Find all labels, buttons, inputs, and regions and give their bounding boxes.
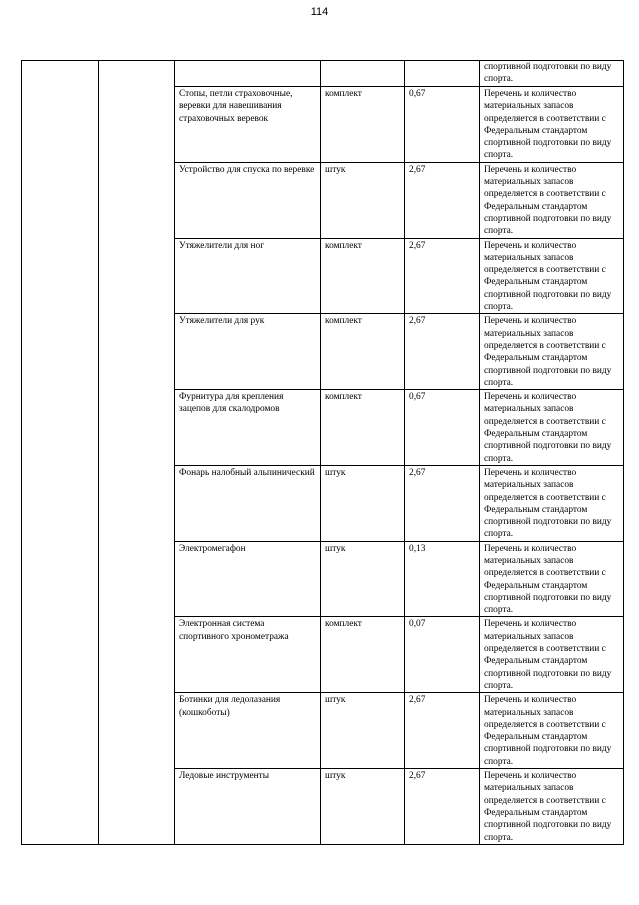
cell-name: Фурнитура для крепления зацепов для скалодромов <box>175 390 321 466</box>
page-number: 114 <box>310 6 329 18</box>
cell-name: Утяжелители для ног <box>175 238 321 314</box>
cell-name: Электронная система спортивного хронометража <box>175 617 321 693</box>
cell-qty: 0,67 <box>405 87 480 163</box>
cell-unit: штук <box>321 465 405 541</box>
cell-note: Перечень и количество материальных запасов определяется в соответствии с Федеральным стандартом спортивной подготовки по виду спорта. <box>480 465 624 541</box>
cell-unit: штук <box>321 693 405 769</box>
cell-unit: комплект <box>321 238 405 314</box>
cell-note: спортивной подготовки по виду спорта. <box>480 61 624 87</box>
cell-name: Утяжелители для рук <box>175 314 321 390</box>
cell-unit: штук <box>321 162 405 238</box>
cell-unit: комплект <box>321 314 405 390</box>
cell-unit: комплект <box>321 87 405 163</box>
cell-note: Перечень и количество материальных запасов определяется в соответствии с Федеральным стандартом спортивной подготовки по виду спорта. <box>480 87 624 163</box>
materials-table-body <box>22 61 624 845</box>
cell-name: Фонарь налобный альпинический <box>175 465 321 541</box>
cell-unit: комплект <box>321 617 405 693</box>
cell-name: Устройство для спуска по веревке <box>175 162 321 238</box>
cell-note: Перечень и количество материальных запасов определяется в соответствии с Федеральным стандартом спортивной подготовки по виду спорта. <box>480 769 624 845</box>
cell-qty: 2,67 <box>405 769 480 845</box>
cell-qty: 2,67 <box>405 162 480 238</box>
cell-qty: 0,67 <box>405 390 480 466</box>
table-row-continued <box>22 61 624 87</box>
cell-unit: комплект <box>321 390 405 466</box>
cell-qty: 0,07 <box>405 617 480 693</box>
cell-unit: штук <box>321 541 405 617</box>
cell-qty: 0,13 <box>405 541 480 617</box>
cell-qty: 2,67 <box>405 465 480 541</box>
merged-cell-col-2 <box>99 61 175 845</box>
cell-note: Перечень и количество материальных запасов определяется в соответствии с Федеральным стандартом спортивной подготовки по виду спорта. <box>480 541 624 617</box>
cell-unit: штук <box>321 769 405 845</box>
cell-note: Перечень и количество материальных запасов определяется в соответствии с Федеральным стандартом спортивной подготовки по виду спорта. <box>480 162 624 238</box>
cell-note: Перечень и количество материальных запасов определяется в соответствии с Федеральным стандартом спортивной подготовки по виду спорта. <box>480 390 624 466</box>
cell-name: Ботинки для ледолазания (кошкоботы) <box>175 693 321 769</box>
cell-note: Перечень и количество материальных запасов определяется в соответствии с Федеральным стандартом спортивной подготовки по виду спорта. <box>480 693 624 769</box>
cell-qty: 2,67 <box>405 238 480 314</box>
cell-unit <box>321 61 405 87</box>
cell-name: Ледовые инструменты <box>175 769 321 845</box>
cell-name: Стопы, петли страховочные, веревки для навешивания страховочных веревок <box>175 87 321 163</box>
cell-note: Перечень и количество материальных запасов определяется в соответствии с Федеральным стандартом спортивной подготовки по виду спорта. <box>480 314 624 390</box>
cell-qty: 2,67 <box>405 693 480 769</box>
cell-note: Перечень и количество материальных запасов определяется в соответствии с Федеральным стандартом спортивной подготовки по виду спорта. <box>480 617 624 693</box>
cell-qty <box>405 61 480 87</box>
cell-qty: 2,67 <box>405 314 480 390</box>
cell-name <box>175 61 321 87</box>
merged-cell-col-1 <box>22 61 99 845</box>
materials-table <box>21 60 624 845</box>
cell-note: Перечень и количество материальных запасов определяется в соответствии с Федеральным стандартом спортивной подготовки по виду спорта. <box>480 238 624 314</box>
cell-name: Электромегафон <box>175 541 321 617</box>
